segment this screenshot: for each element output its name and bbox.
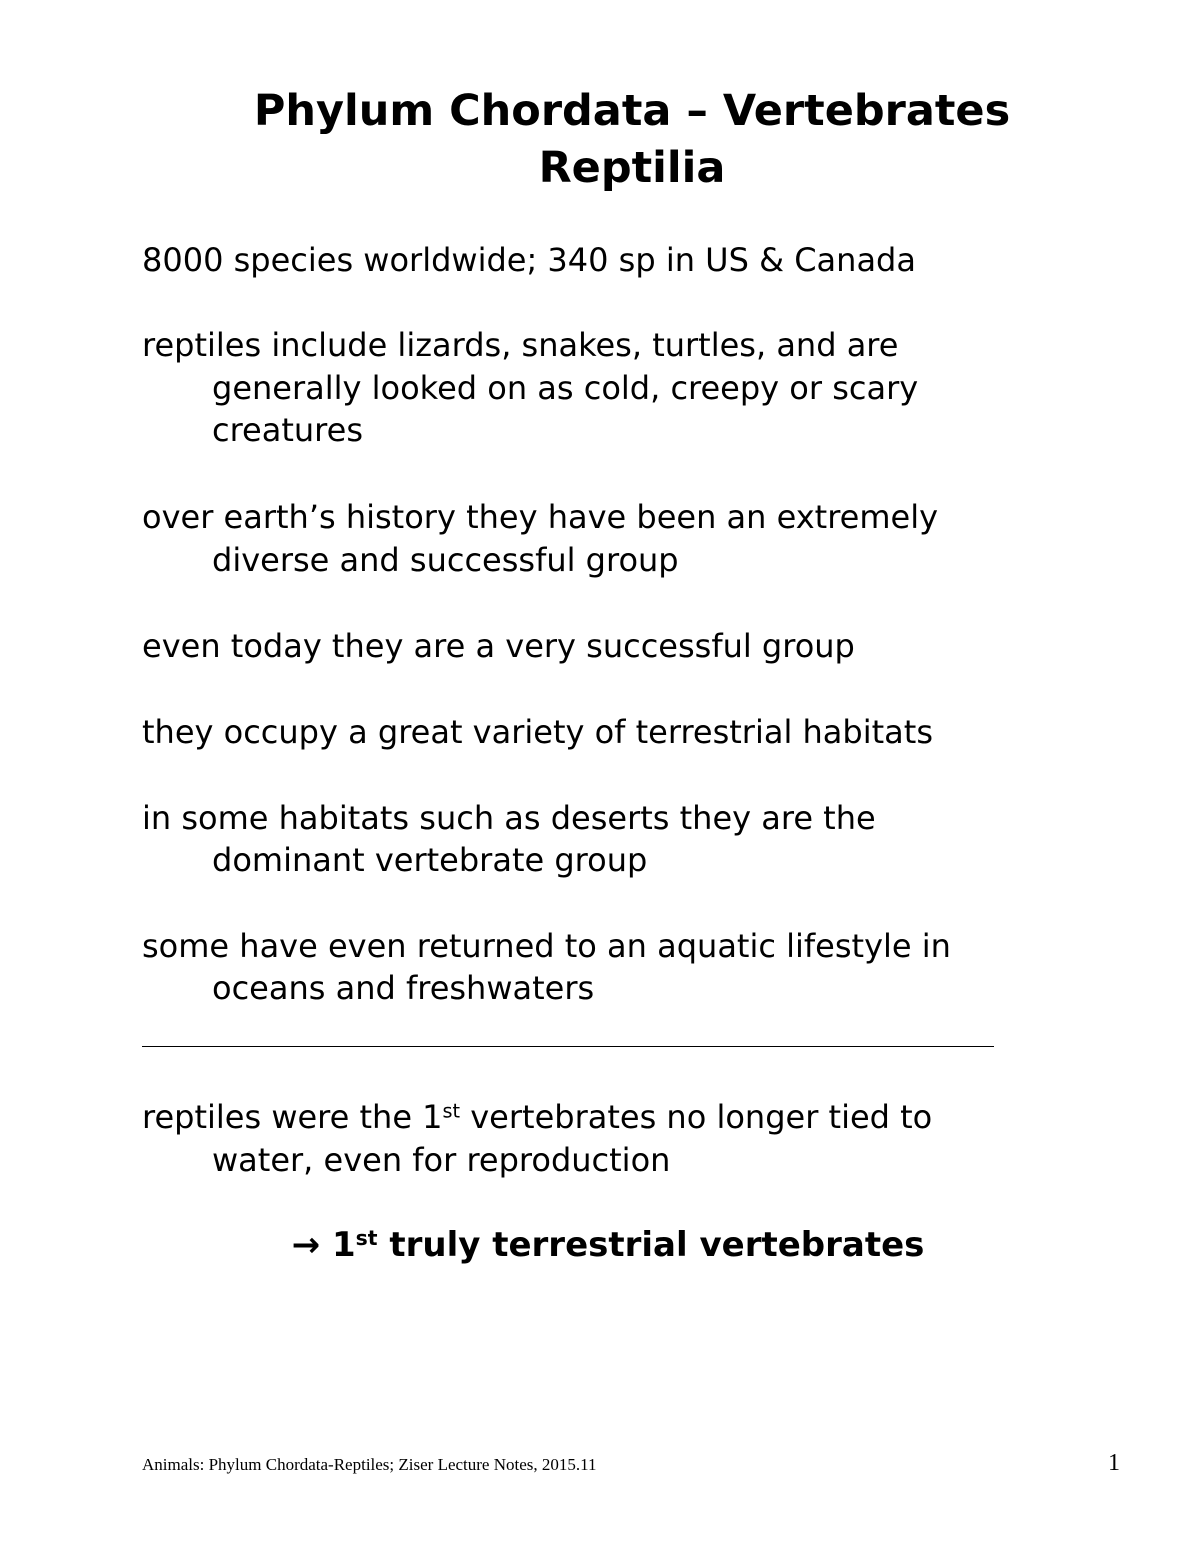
paragraph-line: even today they are a very successful group [142, 627, 855, 665]
paragraph-line [142, 1097, 932, 1137]
superscript: st [355, 1225, 378, 1250]
paragraph-line: dominant vertebrate group [212, 841, 648, 879]
paragraph-line: oceans and freshwaters [212, 969, 595, 1007]
conclusion [0, 1225, 1200, 1265]
text: 1 [320, 1225, 356, 1265]
paragraph-line: reptiles include lizards, snakes, turtles, and are [142, 326, 899, 364]
horizontal-rule [142, 1046, 994, 1047]
text: truly terrestrial vertebrates [377, 1225, 925, 1265]
paragraph-line: creatures [212, 411, 363, 449]
text: reptiles were the 1 [142, 1098, 443, 1136]
superscript: st [442, 1099, 461, 1123]
paragraph-line: some have even returned to an aquatic lifestyle in [142, 927, 951, 965]
paragraph-line: over earth’s history they have been an extremely [142, 498, 939, 536]
footer-text: Animals: Phylum Chordata-Reptiles; Ziser Lecture Notes, 2015.11 [142, 1455, 597, 1474]
page-number: 1 [1108, 1450, 1120, 1476]
page-subtitle: Reptilia [538, 143, 726, 193]
paragraph-line: water, even for reproduction [212, 1141, 671, 1179]
paragraph-line: in some habitats such as deserts they are the [142, 799, 876, 837]
paragraph-line: 8000 species worldwide; 340 sp in US & Canada [142, 241, 916, 279]
arrow-icon: → [291, 1225, 321, 1265]
paragraph-line: diverse and successful group [212, 541, 679, 579]
page-title: Phylum Chordata – Vertebrates [253, 86, 1011, 136]
paragraph-line: generally looked on as cold, creepy or scary [212, 369, 919, 407]
paragraph-line: they occupy a great variety of terrestrial habitats [142, 713, 933, 751]
text: vertebrates no longer tied to [460, 1098, 933, 1136]
